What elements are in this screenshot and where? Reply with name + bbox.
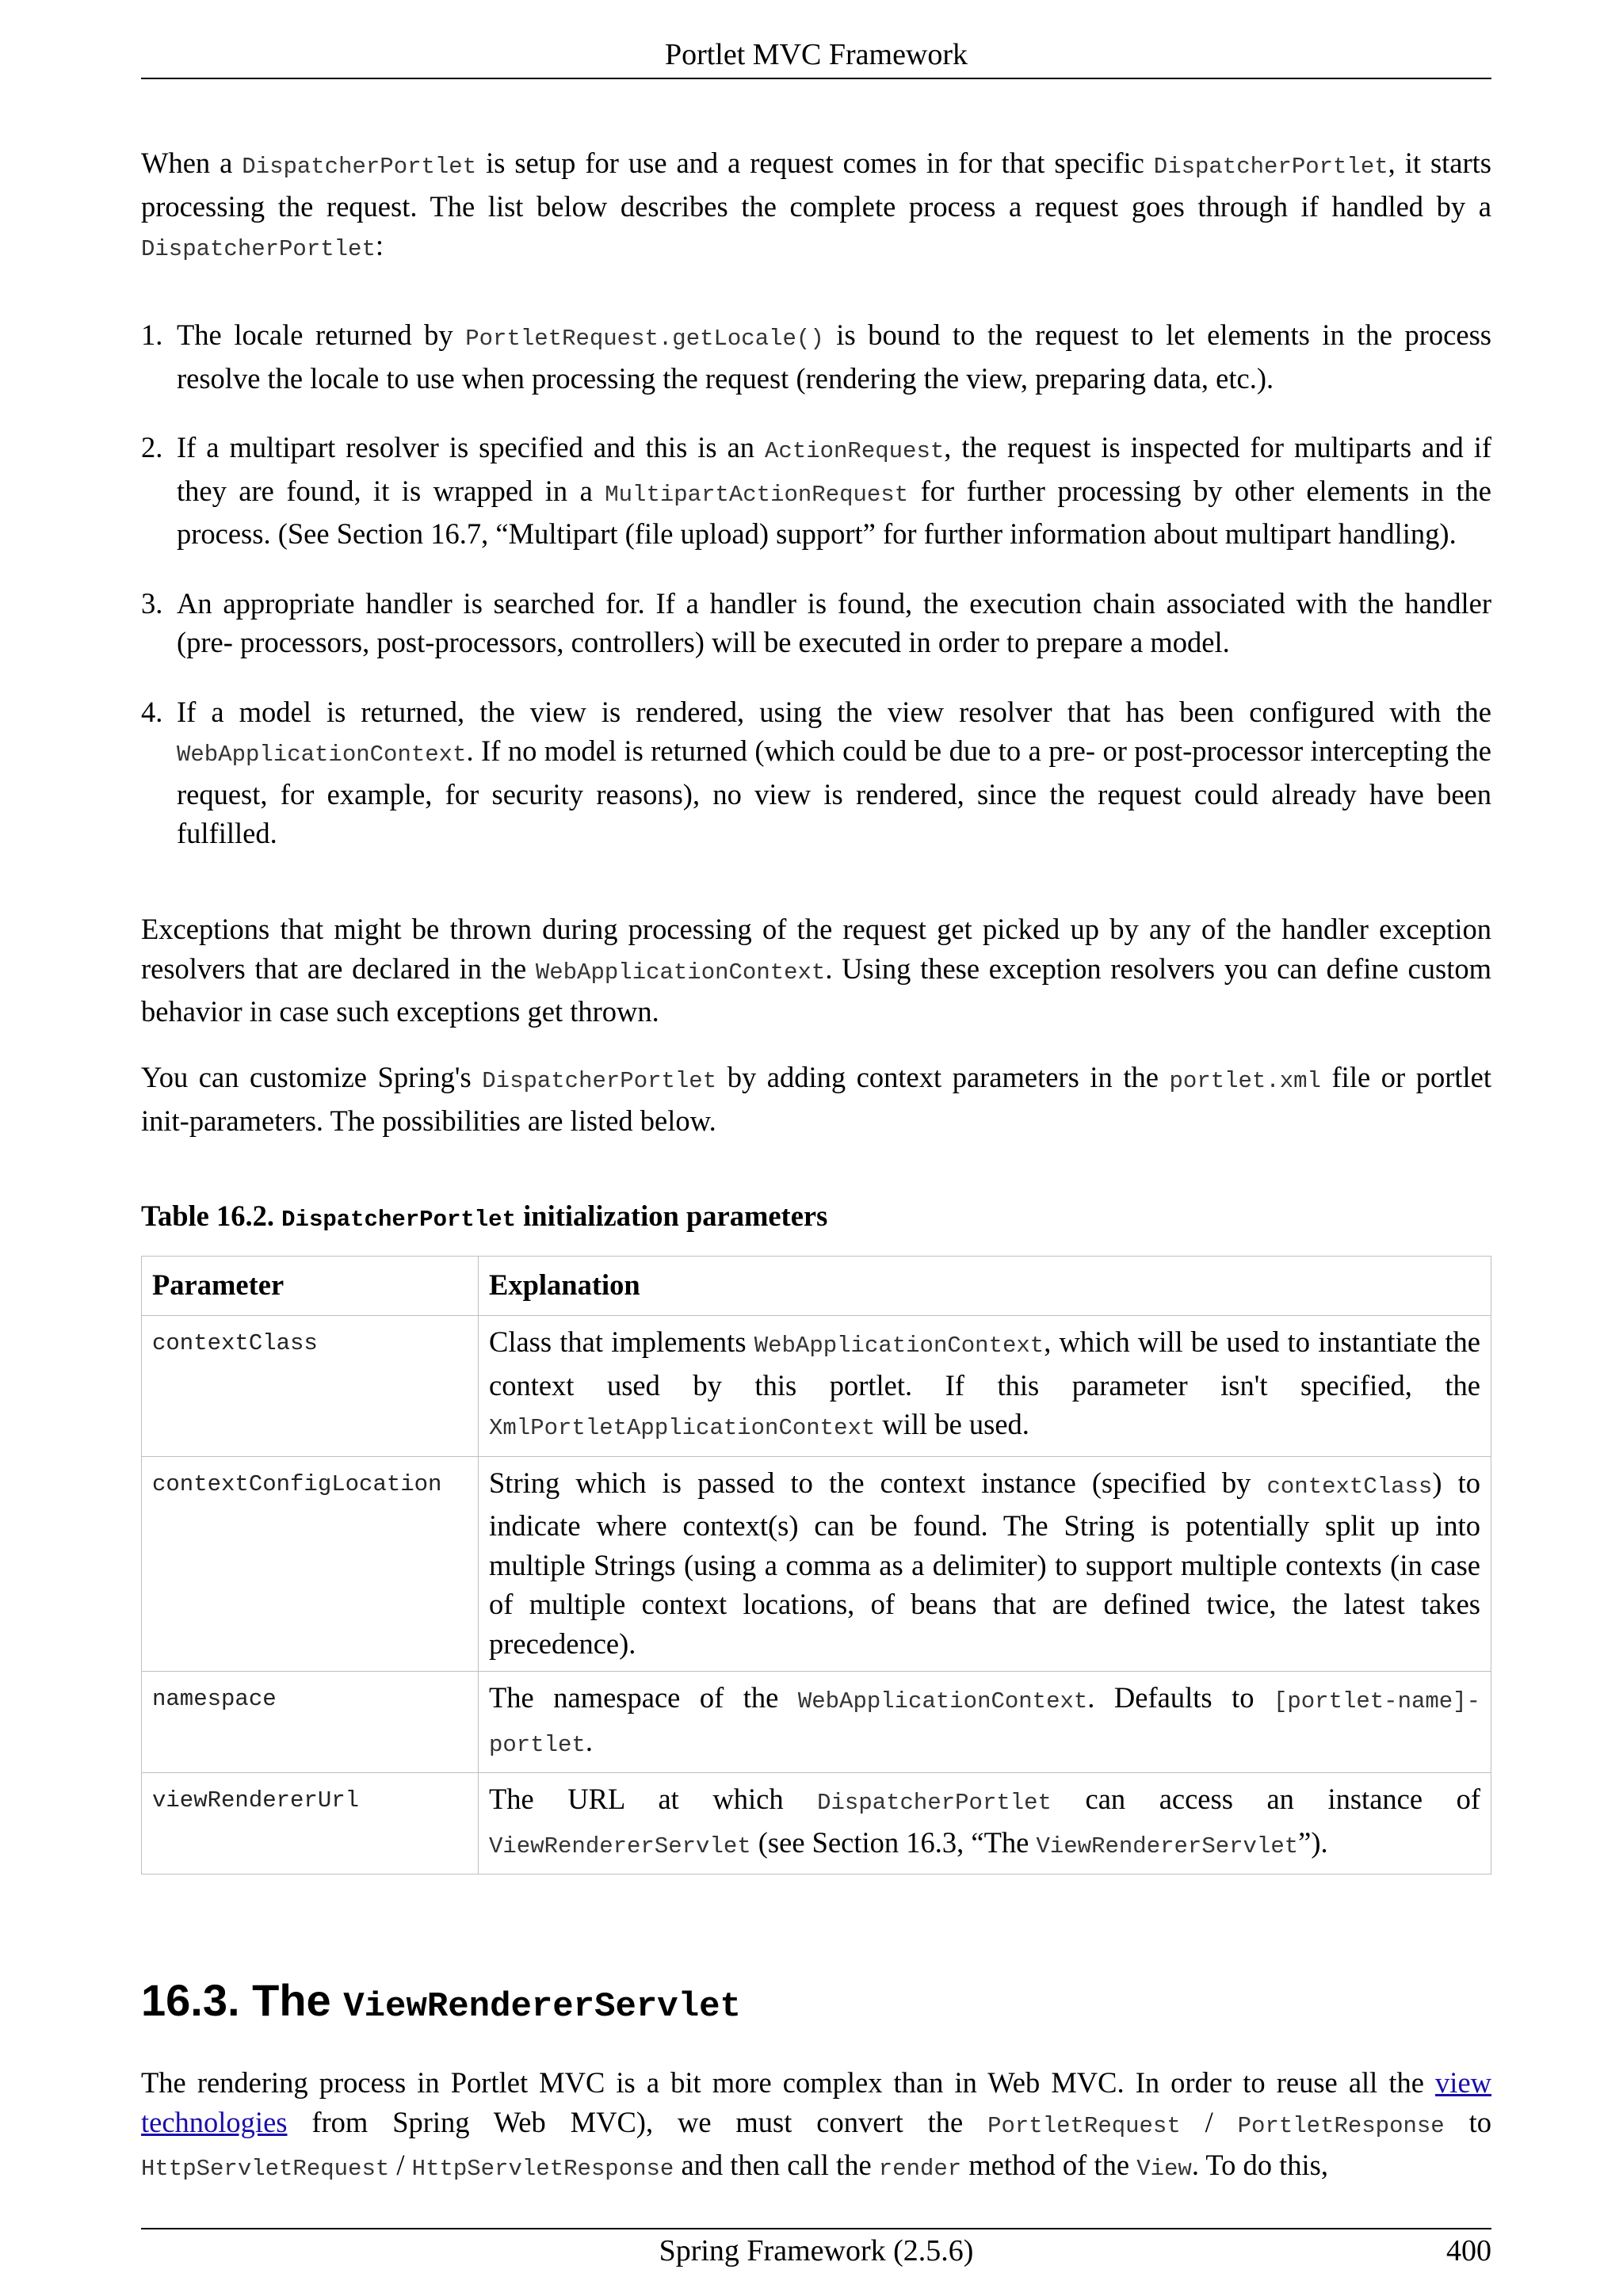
code-webapplicationcontext: WebApplicationContext <box>177 742 467 768</box>
customize-paragraph <box>141 1058 1491 1140</box>
text-run: If a model is returned, the view is rendered, using the view resolver that has been configured with the <box>177 695 1491 728</box>
text-run: from Spring Web MVC), we must convert the <box>287 2105 988 2138</box>
caption-code: DispatcherPortlet <box>281 1207 516 1233</box>
list-number: 4. <box>141 695 163 728</box>
explanation-cell <box>479 1672 1491 1773</box>
explanation-cell <box>479 1456 1491 1672</box>
parameters-table <box>141 1256 1491 1875</box>
intro-paragraph <box>141 143 1491 269</box>
table-row <box>142 1456 1491 1672</box>
text-run: . If no model is returned (which could be due to a pre- or post-processor intercepting the request, for example, for security reasons), no view is rendered, since the request could already have been fulfilled. <box>177 734 1491 849</box>
section-title-code: ViewRendererServlet <box>343 1987 741 2027</box>
code-dispatcherportlet: DispatcherPortlet <box>242 154 477 180</box>
list-number: 3. <box>141 586 163 620</box>
text-run: and then call the <box>674 2149 879 2181</box>
text-run: by adding context parameters in the <box>716 1061 1170 1093</box>
text-run: , which will be used to instantiate the context used by this portlet. If this parameter isn't specified, the <box>489 1325 1480 1402</box>
code-viewrendererservlet: ViewRendererServlet <box>1036 1833 1299 1859</box>
rendering-paragraph <box>141 2063 1491 2189</box>
list-item <box>141 692 1491 853</box>
text-run: ”). <box>1298 1825 1328 1859</box>
text-run: for further processing by other elements in the process. (See Section 16.7, “Multipart (file upload) support” for further information about multipart handling). <box>177 474 1491 550</box>
column-header-explanation: Explanation <box>479 1257 1491 1316</box>
text-run: . To do this, <box>1191 2149 1329 2181</box>
page-number: 400 <box>1446 2234 1491 2267</box>
running-footer <box>141 2231 1491 2271</box>
text-run: The rendering process in Portlet MVC is a bit more complex than in Web MVC. In order to reuse all the <box>141 2066 1436 2099</box>
list-item <box>141 428 1491 554</box>
text-run: (see Section 16.3, “The <box>750 1825 1037 1859</box>
code-render: render <box>878 2156 962 2182</box>
code-webapplicationcontext: WebApplicationContext <box>754 1333 1044 1359</box>
column-header-parameter: Parameter <box>142 1257 479 1316</box>
code-dispatcherportlet: DispatcherPortlet <box>1153 154 1388 180</box>
text-run: / <box>1180 2105 1238 2138</box>
text-run: method of the <box>961 2149 1137 2181</box>
text-run: / <box>389 2149 412 2181</box>
text-run: Exceptions that might be thrown during processing of the request get picked up by any of the handler exception resolvers that are declared in the <box>141 913 1491 985</box>
list-number: 1. <box>141 318 163 351</box>
parameter-name: namespace <box>152 1686 277 1712</box>
section-heading <box>141 1973 1491 2035</box>
code-portlet-xml: portlet.xml <box>1169 1068 1321 1094</box>
parameter-name: viewRendererUrl <box>152 1787 360 1814</box>
code-portletresponse: PortletResponse <box>1237 2112 1445 2139</box>
code-getlocale: PortletRequest.getLocale() <box>465 326 824 352</box>
text-run: , the request is inspected for multiparts and if they are found, it is wrapped in a <box>177 431 1491 507</box>
text-run: to <box>1444 2105 1491 2138</box>
table-header-row <box>142 1257 1491 1316</box>
text-run: . Using these exception resolvers you can define custom behavior in case such exceptions get thrown. <box>141 952 1491 1028</box>
code-xmlportletapplicationcontext: XmlPortletApplicationContext <box>489 1415 876 1441</box>
table-row <box>142 1316 1491 1457</box>
caption-suffix: initialization parameters <box>516 1199 828 1232</box>
text-run: ) to indicate where context(s) can be found. The String is potentially split up into multiple Strings (using a comma as a delimiter) to support multiple contexts (in case of multiple context locations, of beans that are defined twice, the latest takes precedence). <box>489 1466 1480 1660</box>
list-number: 2. <box>141 431 163 463</box>
text-run: : <box>375 229 384 261</box>
header-rule <box>141 78 1491 79</box>
table-caption <box>141 1196 1491 1240</box>
text-run: . Defaults to <box>1087 1681 1274 1714</box>
running-header: Portlet MVC Framework <box>664 38 968 71</box>
text-run: The namespace of the <box>489 1681 798 1714</box>
exceptions-paragraph <box>141 910 1491 1032</box>
code-dispatcherportlet: DispatcherPortlet <box>482 1068 717 1094</box>
code-contextclass: contextClass <box>1266 1473 1433 1500</box>
code-view: View <box>1136 2156 1192 2182</box>
table-row <box>142 1773 1491 1875</box>
view-technologies-link[interactable]: view technologies <box>141 2066 1491 2138</box>
code-portletrequest: PortletRequest <box>987 2112 1181 2139</box>
list-item <box>141 315 1491 398</box>
code-dispatcherportlet: DispatcherPortlet <box>817 1790 1052 1816</box>
text-run: will be used. <box>875 1408 1029 1440</box>
text-run: is bound to the request to let elements in the process resolve the locale to use when processing the request (rendering the view, preparing data, etc.). <box>177 318 1491 395</box>
parameter-cell <box>142 1672 479 1773</box>
code-dispatcherportlet: DispatcherPortlet <box>141 236 376 262</box>
parameter-cell <box>142 1456 479 1672</box>
table-row <box>142 1672 1491 1773</box>
explanation-cell <box>479 1773 1491 1875</box>
text-run: . <box>585 1724 593 1757</box>
code-httpservletresponse: HttpServletResponse <box>411 2156 674 2182</box>
text-run: Class that implements <box>489 1325 754 1358</box>
list-item <box>141 584 1491 662</box>
caption-prefix: Table 16.2. <box>141 1199 282 1232</box>
text-run: When a <box>141 147 242 179</box>
parameter-cell <box>142 1773 479 1875</box>
text-run: You can customize Spring's <box>141 1061 483 1093</box>
code-webapplicationcontext: WebApplicationContext <box>797 1688 1088 1714</box>
parameter-name: contextConfigLocation <box>152 1470 442 1497</box>
code-multipartactionrequest: MultipartActionRequest <box>605 481 909 508</box>
code-viewrendererservlet: ViewRendererServlet <box>489 1833 751 1859</box>
code-httpservletrequest: HttpServletRequest <box>141 2156 390 2182</box>
text-run: , it starts processing the request. The list below describes the complete process a request goes through if handled by a <box>141 147 1492 223</box>
code-actionrequest: ActionRequest <box>765 438 945 464</box>
section-title-prefix: 16.3. The <box>141 1975 344 2025</box>
code-webapplicationcontext: WebApplicationContext <box>535 959 826 986</box>
text-run: is setup for use and a request comes in for that specific <box>476 147 1154 179</box>
text-run: String which is passed to the context instance (specified by <box>489 1466 1267 1499</box>
parameter-name: contextClass <box>152 1330 318 1356</box>
parameter-cell <box>142 1316 479 1457</box>
footer-rule <box>141 2228 1491 2229</box>
text-run: If a multipart resolver is specified and this is an <box>177 431 766 463</box>
text-run: An appropriate handler is searched for. If a handler is found, the execution chain associated with the handler (pre- processors, post-processors, controllers) will be executed in order to prepare a model. <box>177 586 1491 658</box>
code-portlet-name: [portlet-name]-portlet <box>489 1688 1480 1758</box>
text-run: can access an instance of <box>1051 1783 1480 1815</box>
text-run: The URL at which <box>489 1783 818 1815</box>
process-steps-list <box>141 315 1491 853</box>
explanation-cell <box>479 1316 1491 1457</box>
footer-title: Spring Framework (2.5.6) <box>659 2234 974 2267</box>
text-run: file or portlet init-parameters. The possibilities are listed below. <box>141 1061 1491 1137</box>
text-run: The locale returned by <box>177 318 466 351</box>
